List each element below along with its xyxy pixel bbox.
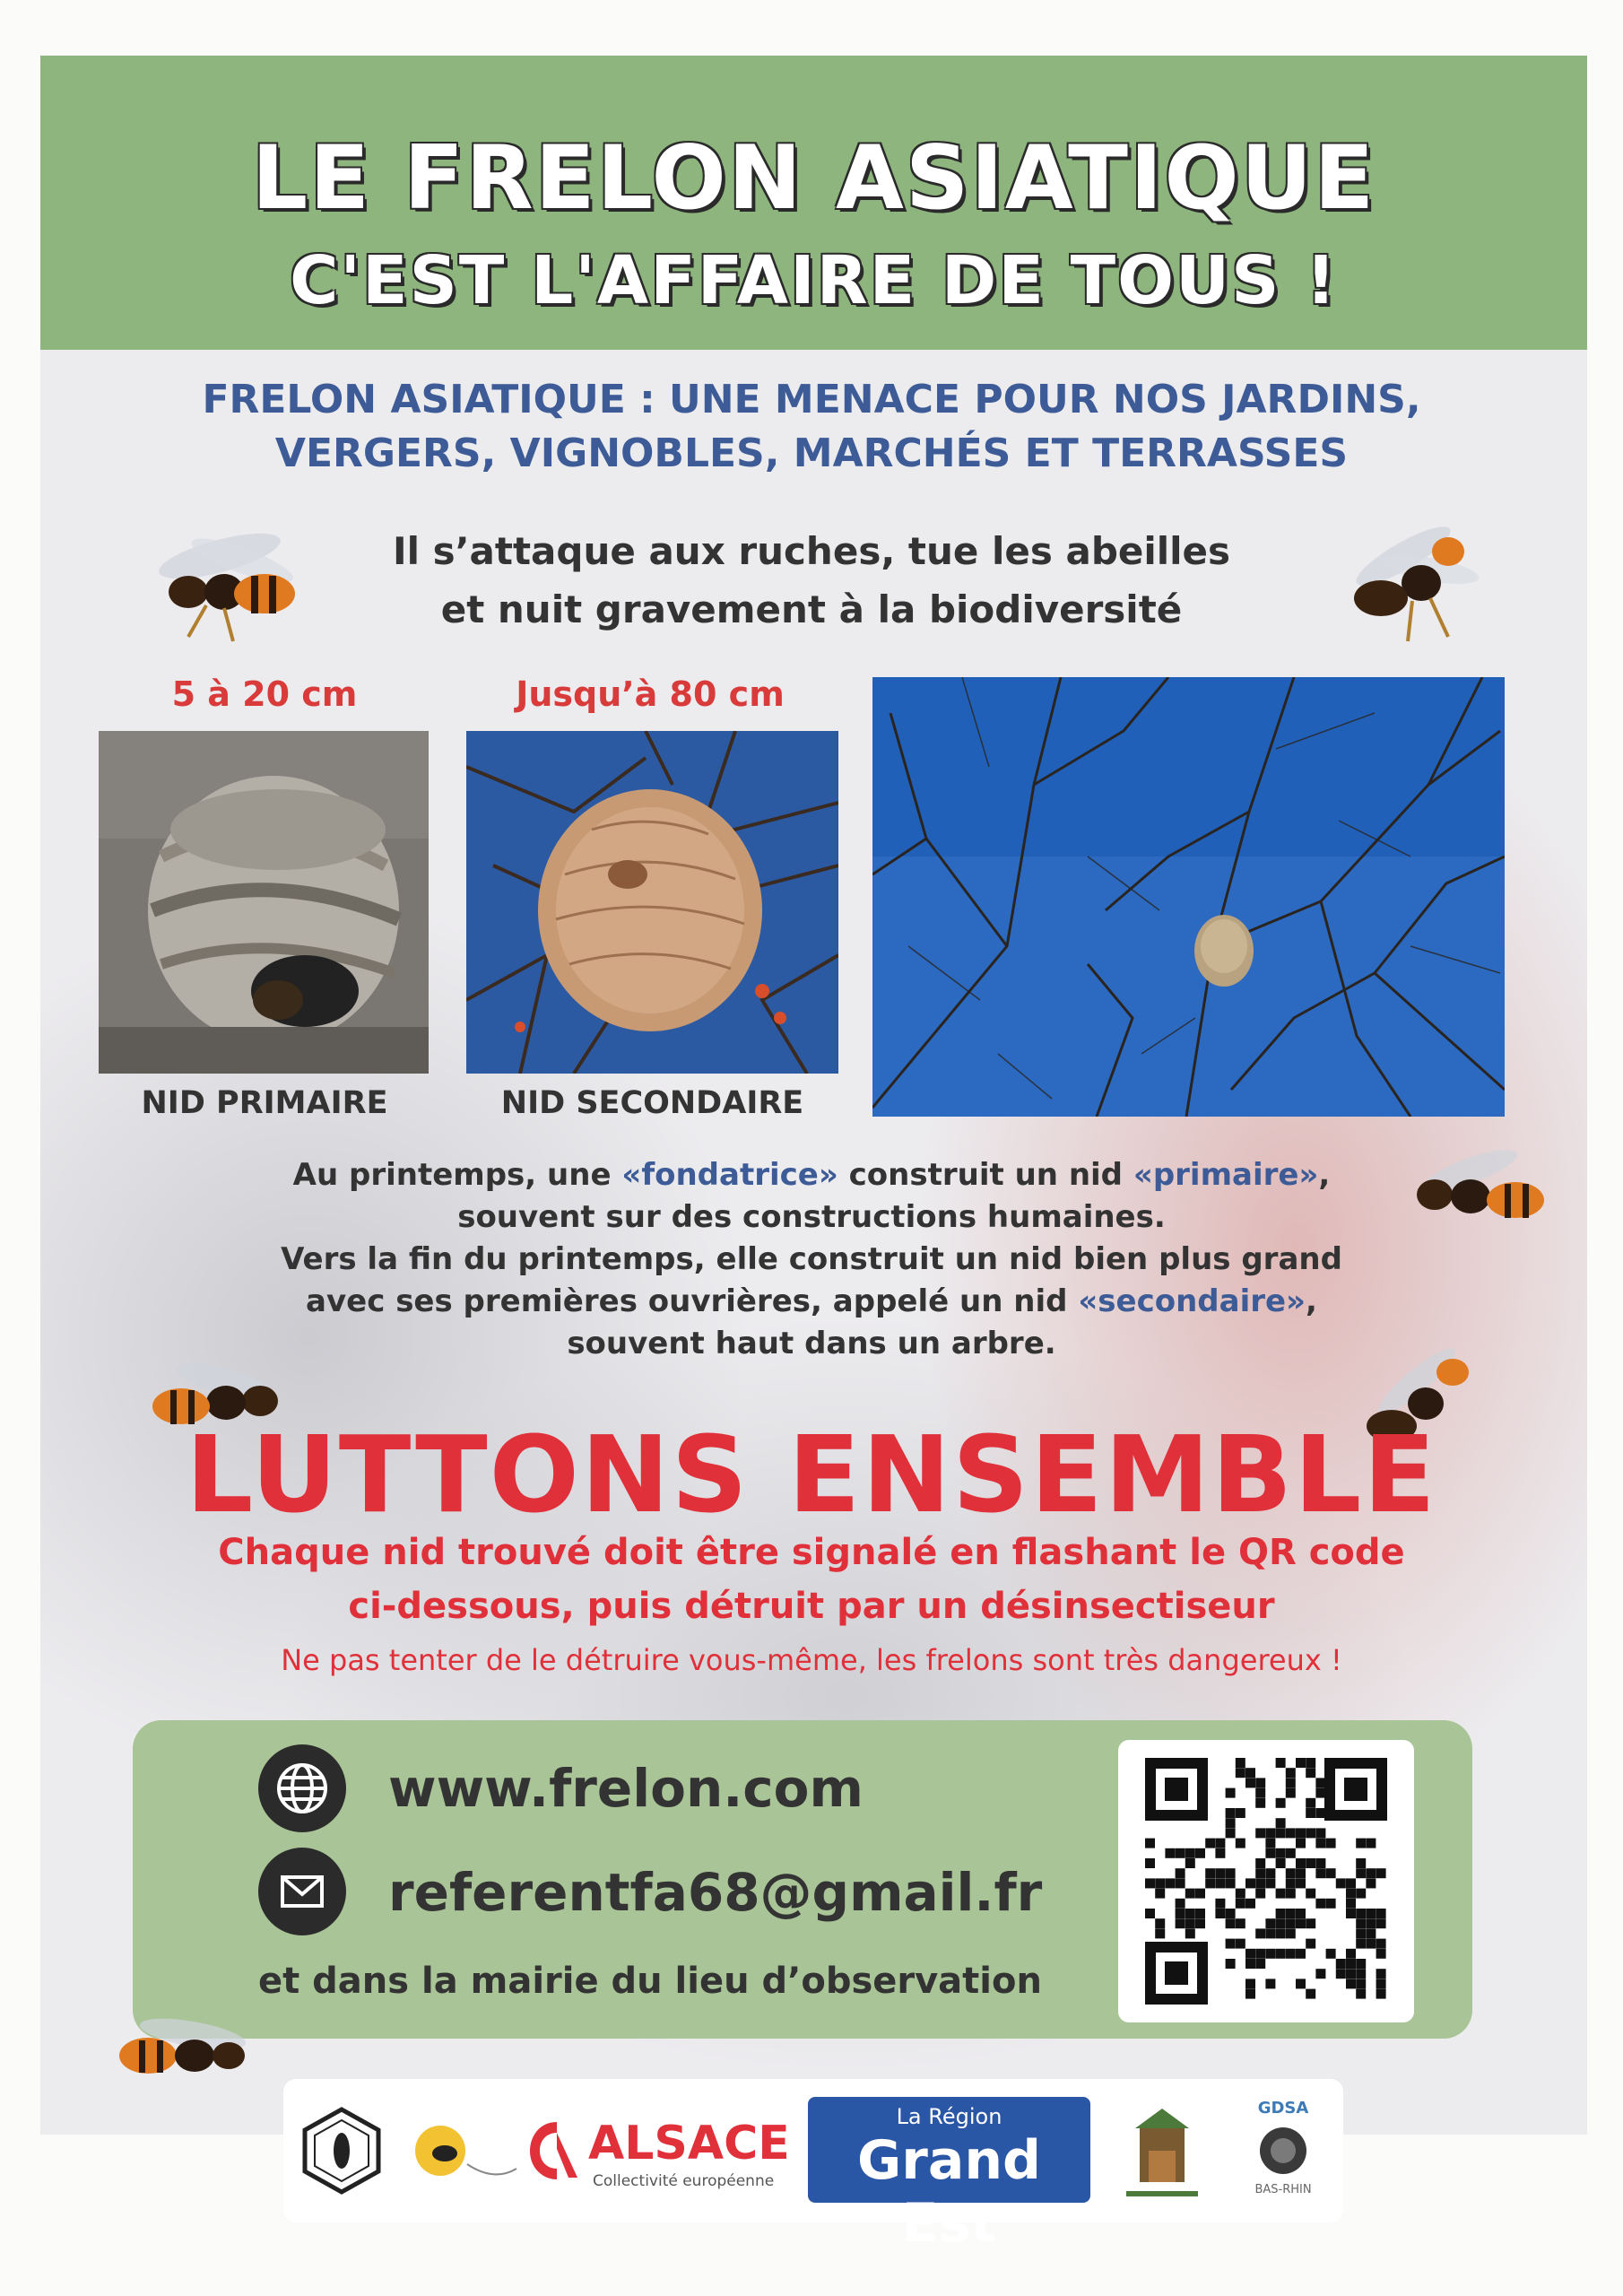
secondary-nest-caption: NID SECONDAIRE <box>500 1085 804 1121</box>
mail-icon <box>258 1848 346 1935</box>
email-link[interactable]: referentfa68@gmail.fr <box>388 1862 1043 1923</box>
primary-nest-caption: NID PRIMAIRE <box>141 1085 388 1121</box>
grand-est-top-text: La Région <box>896 2104 1002 2129</box>
globe-icon <box>258 1744 346 1832</box>
gdsa-logo-subtitle: BAS-RHIN <box>1254 2183 1312 2196</box>
grand-est-logo <box>808 2097 1090 2255</box>
danger-warning: Ne pas tenter de le détruire vous-même, les frelons sont très dangereux ! <box>281 1643 1342 1677</box>
nest-in-tree-photo <box>872 677 1505 1117</box>
website-link[interactable]: www.frelon.com <box>388 1758 864 1819</box>
call-to-action-line2: ci-dessous, puis détruit par un désinsectiseur <box>348 1586 1275 1627</box>
primary-nest-size: 5 à 20 cm <box>171 674 358 714</box>
description-line4: avec ses premières ouvrières, appelé un nid «secondaire», <box>306 1283 1317 1319</box>
threat-heading-line1: FRELON ASIATIQUE : UNE MENACE POUR NOS JARDINS, <box>202 377 1421 422</box>
lutte-title: LUTTONS ENSEMBLE <box>186 1413 1437 1536</box>
grand-est-main-text: Grand Est <box>857 2129 1041 2255</box>
gdsa-logo-emblem <box>1256 2124 1310 2178</box>
header-banner <box>40 56 1587 350</box>
alsace-logo-text: ALSACE <box>588 2117 790 2170</box>
description-line1: Au printemps, une «fondatrice» construit un nid «primaire», <box>292 1157 1331 1193</box>
call-to-action-line1: Chaque nid trouvé doit être signalé en flashant le QR code <box>218 1532 1405 1573</box>
main-subtitle: C'EST L'AFFAIRE DE TOUS ! <box>290 242 1338 319</box>
primary-nest-photo <box>99 731 429 1074</box>
secondary-nest-photo <box>466 731 838 1074</box>
apiary-tower-logo <box>1122 2101 1202 2205</box>
description-line2: souvent sur des constructions humaines. <box>457 1199 1166 1235</box>
attack-text-line1: Il s’attaque aux ruches, tue les abeilles <box>392 529 1231 573</box>
threat-heading-line2: VERGERS, VIGNOBLES, MARCHÉS ET TERRASSES <box>274 430 1349 476</box>
hornet-icon <box>94 2000 282 2108</box>
qr-code[interactable] <box>1118 1740 1414 2022</box>
alsace-icon <box>525 2115 588 2187</box>
beekeepers-association-logo <box>404 2101 521 2200</box>
description-line5: souvent haut dans un arbre. <box>567 1326 1056 1361</box>
main-title: LE FRELON ASIATIQUE <box>251 127 1376 230</box>
partner-logos <box>283 2079 1343 2255</box>
alsace-logo-subtitle: Collectivité européenne <box>593 2172 775 2190</box>
description-line3: Vers la fin du printemps, elle construit un nid bien plus grand <box>281 1241 1342 1277</box>
mairie-text: et dans la mairie du lieu d’observation <box>258 1961 1042 2002</box>
gdsa-logo-text: GDSA <box>1257 2099 1309 2118</box>
attack-text-line2: et nuit gravement à la biodiversité <box>440 587 1183 631</box>
hornet-icon <box>1399 1139 1578 1256</box>
secondary-nest-size: Jusqu’à 80 cm <box>516 674 785 714</box>
apiculture-hexagon-logo <box>301 2106 382 2196</box>
